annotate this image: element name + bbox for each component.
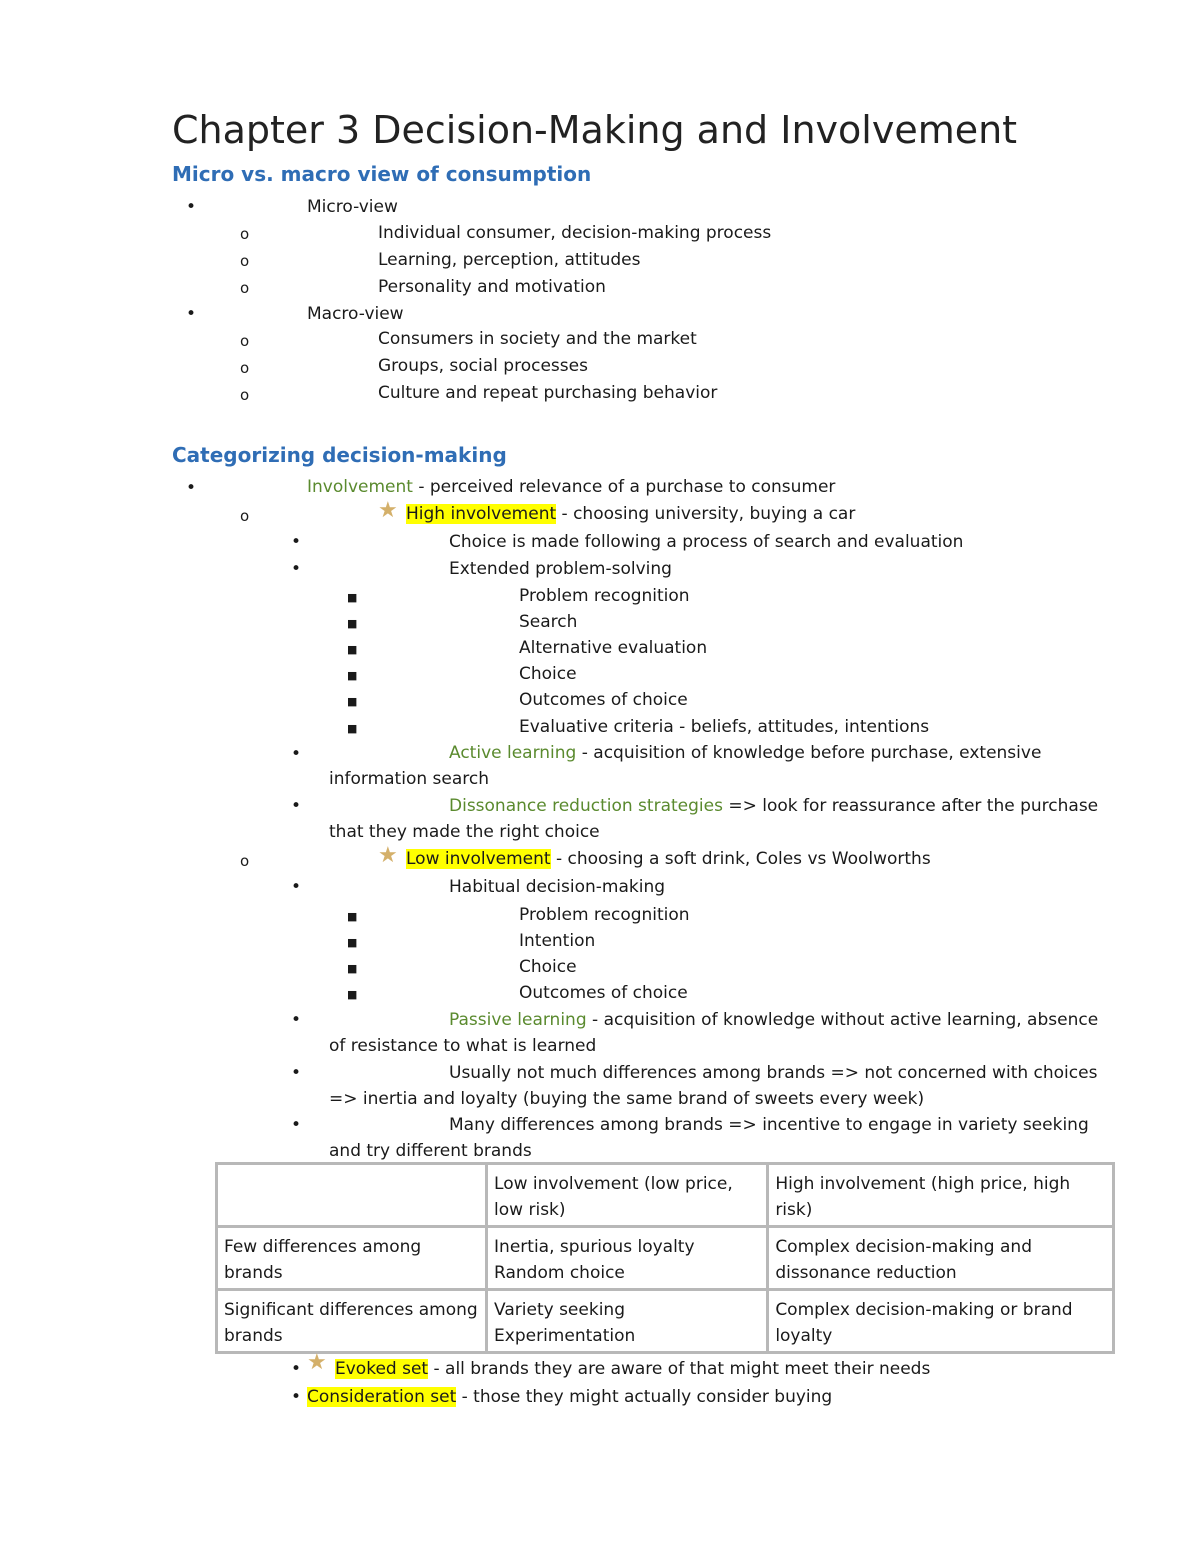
- list-item: Personality and motivation: [378, 277, 606, 297]
- circle-bullet-icon: o: [240, 852, 250, 870]
- consideration-set-desc: - those they might actually consider buying: [456, 1387, 833, 1407]
- bullet-icon: •: [186, 478, 197, 498]
- table-header-row: [217, 1164, 1114, 1227]
- involvement-matrix-table: [215, 1162, 1115, 1354]
- consideration-set-line: [307, 1386, 832, 1408]
- table-header-cell: Low involvement (low price, low risk): [487, 1164, 768, 1227]
- bullet-icon: •: [291, 1359, 302, 1379]
- square-bullet-icon: ■: [347, 617, 358, 630]
- table-cell: Few differences among brands: [217, 1227, 487, 1290]
- star-icon: ★: [378, 843, 398, 868]
- high-involvement-term: High involvement: [406, 504, 557, 524]
- high-involvement-line: [406, 503, 855, 525]
- bullet-icon: •: [291, 1115, 302, 1135]
- square-bullet-icon: ■: [347, 591, 358, 604]
- list-item: Evaluative criteria - beliefs, attitudes, intentions: [519, 717, 930, 737]
- bullet-icon: •: [291, 877, 302, 897]
- page-title: Chapter 3 Decision-Making and Involvement: [172, 108, 1018, 152]
- star-icon: ★: [378, 498, 398, 523]
- active-learning-desc: - acquisition of knowledge before purchase, extensive: [576, 743, 1042, 763]
- table-row: [217, 1290, 1114, 1353]
- evoked-set-desc: - all brands they are aware of that might meet their needs: [428, 1359, 931, 1379]
- list-item: Learning, perception, attitudes: [378, 250, 641, 270]
- bullet-icon: •: [291, 744, 302, 764]
- bullet-icon: •: [291, 1010, 302, 1030]
- circle-bullet-icon: o: [240, 332, 250, 350]
- high-involvement-desc: - choosing university, buying a car: [556, 504, 856, 524]
- list-item: Problem recognition: [519, 905, 690, 925]
- involvement-desc: - perceived relevance of a purchase to consumer: [412, 477, 836, 497]
- bullet-icon: •: [186, 197, 197, 217]
- dissonance-desc: => look for reassurance after the purchase: [722, 796, 1099, 816]
- list-item: Extended problem-solving: [449, 559, 672, 579]
- passive-learning-line: [449, 1009, 1098, 1031]
- square-bullet-icon: ■: [347, 936, 358, 949]
- table-cell: Complex decision-making or brand loyalty: [768, 1290, 1114, 1353]
- bullet-icon: •: [291, 1063, 302, 1083]
- list-item: Intention: [519, 931, 596, 951]
- list-item: Outcomes of choice: [519, 690, 688, 710]
- square-bullet-icon: ■: [347, 669, 358, 682]
- circle-bullet-icon: o: [240, 225, 250, 243]
- involvement-term: Involvement: [307, 477, 413, 497]
- table-header-cell: High involvement (high price, high risk): [768, 1164, 1114, 1227]
- active-learning-continued: information search: [329, 769, 489, 789]
- table-row: [217, 1227, 1114, 1290]
- table-cell: Variety seeking Experimentation: [487, 1290, 768, 1353]
- table-cell: Inertia, spurious loyalty Random choice: [487, 1227, 768, 1290]
- square-bullet-icon: ■: [347, 910, 358, 923]
- list-item: Search: [519, 612, 578, 632]
- passive-learning-term: Passive learning: [449, 1010, 587, 1030]
- list-item: Habitual decision-making: [449, 877, 666, 897]
- active-learning-line: [449, 742, 1041, 764]
- passive-learning-continued: of resistance to what is learned: [329, 1036, 597, 1056]
- circle-bullet-icon: o: [240, 386, 250, 404]
- circle-bullet-icon: o: [240, 359, 250, 377]
- evoked-set-term: Evoked set: [335, 1359, 429, 1379]
- macro-view-label: Macro-view: [307, 304, 404, 324]
- passive-learning-desc: - acquisition of knowledge without active learning, absence: [586, 1010, 1099, 1030]
- low-involvement-line: [406, 848, 931, 870]
- circle-bullet-icon: o: [240, 507, 250, 525]
- list-item: Problem recognition: [519, 586, 690, 606]
- circle-bullet-icon: o: [240, 252, 250, 270]
- list-item: Culture and repeat purchasing behavior: [378, 383, 718, 403]
- involvement-definition: [307, 476, 835, 498]
- table-cell: Significant differences among brands: [217, 1290, 487, 1353]
- square-bullet-icon: ■: [347, 643, 358, 656]
- bullet-icon: •: [291, 532, 302, 552]
- low-involvement-term: Low involvement: [406, 849, 551, 869]
- list-item: Usually not much differences among brands => not concerned with choices: [449, 1063, 1098, 1083]
- list-item: Choice is made following a process of search and evaluation: [449, 532, 964, 552]
- low-involvement-desc: - choosing a soft drink, Coles vs Woolworths: [550, 849, 931, 869]
- active-learning-term: Active learning: [449, 743, 577, 763]
- list-item: Many differences among brands => incentive to engage in variety seeking: [449, 1115, 1089, 1135]
- evoked-set-line: [335, 1358, 930, 1380]
- micro-view-label: Micro-view: [307, 197, 398, 217]
- dissonance-line: [449, 795, 1098, 817]
- dissonance-continued: that they made the right choice: [329, 822, 600, 842]
- square-bullet-icon: ■: [347, 722, 358, 735]
- square-bullet-icon: ■: [347, 695, 358, 708]
- list-item: Choice: [519, 957, 577, 977]
- list-item-continued: and try different brands: [329, 1141, 532, 1161]
- circle-bullet-icon: o: [240, 279, 250, 297]
- section-heading-micro-macro: Micro vs. macro view of consumption: [172, 162, 592, 186]
- square-bullet-icon: ■: [347, 962, 358, 975]
- square-bullet-icon: ■: [347, 988, 358, 1001]
- bullet-icon: •: [291, 559, 302, 579]
- list-item: Consumers in society and the market: [378, 329, 697, 349]
- star-icon: ★: [307, 1350, 327, 1375]
- bullet-icon: •: [291, 1387, 302, 1407]
- table-cell: Complex decision-making and dissonance reduction: [768, 1227, 1114, 1290]
- list-item: Choice: [519, 664, 577, 684]
- list-item: Individual consumer, decision-making process: [378, 223, 772, 243]
- consideration-set-term: Consideration set: [307, 1387, 457, 1407]
- section-heading-categorizing: Categorizing decision-making: [172, 443, 507, 467]
- list-item: Groups, social processes: [378, 356, 588, 376]
- dissonance-term: Dissonance reduction strategies: [449, 796, 723, 816]
- list-item: Alternative evaluation: [519, 638, 708, 658]
- list-item-continued: => inertia and loyalty (buying the same brand of sweets every week): [329, 1089, 925, 1109]
- bullet-icon: •: [186, 304, 197, 324]
- bullet-icon: •: [291, 796, 302, 816]
- table-cell: [217, 1164, 487, 1227]
- list-item: Outcomes of choice: [519, 983, 688, 1003]
